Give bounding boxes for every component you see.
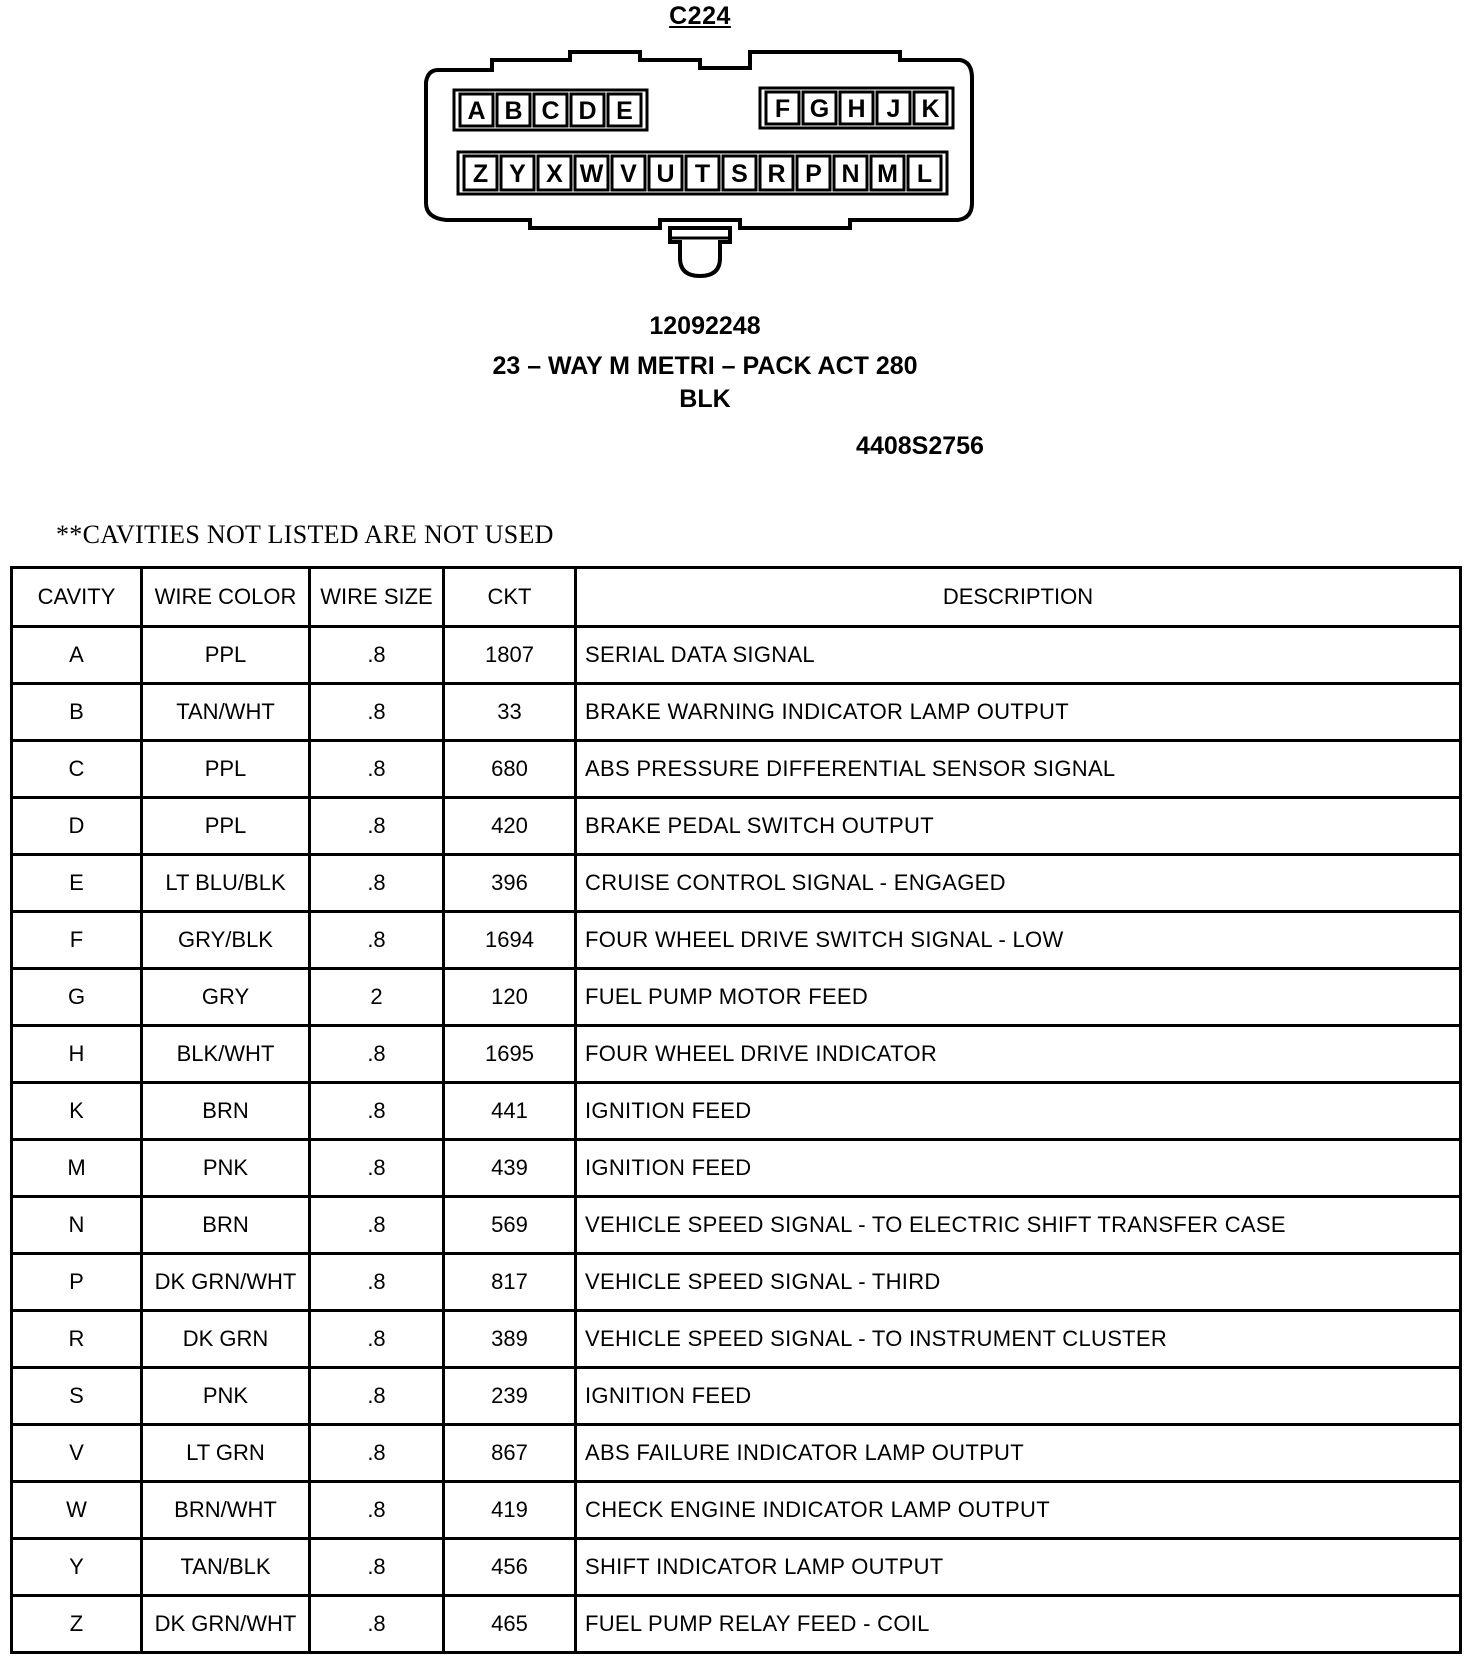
table-row [12,798,1461,855]
cell-wire-size: .8 [310,1140,444,1197]
figure-id: 4408S2756 [856,432,984,460]
cell-description: IGNITION FEED [576,1368,1461,1425]
cell-wire-size: .8 [310,1197,444,1254]
cell-wire-color: PPL [142,627,310,684]
header-cavity: CAVITY [12,568,142,627]
pin-label: H [847,95,866,123]
cell-description: IGNITION FEED [576,1140,1461,1197]
cell-wire-size: .8 [310,1482,444,1539]
cell-wire-color: BLK/WHT [142,1026,310,1083]
pin-label: X [546,160,563,188]
pin-label: B [504,97,523,125]
pin-label: D [578,97,597,125]
pin-label: F [774,95,791,123]
cell-wire-size: .8 [310,741,444,798]
cell-wire-color: TAN/WHT [142,684,310,741]
cell-wire-color: LT GRN [142,1425,310,1482]
table-row [12,1026,1461,1083]
cell-cavity: F [12,912,142,969]
table-row [12,1539,1461,1596]
table-row [12,684,1461,741]
part-number: 12092248 [649,312,761,340]
cell-cavity: G [12,969,142,1026]
header-ckt: CKT [444,568,576,627]
cell-description: BRAKE WARNING INDICATOR LAMP OUTPUT [576,684,1461,741]
cell-ckt: 420 [444,798,576,855]
cell-description: SERIAL DATA SIGNAL [576,627,1461,684]
pin-label: A [467,97,486,125]
cell-cavity: B [12,684,142,741]
cell-description: SHIFT INDICATOR LAMP OUTPUT [576,1539,1461,1596]
cell-cavity: E [12,855,142,912]
cell-wire-size: .8 [310,1254,444,1311]
cell-ckt: 120 [444,969,576,1026]
header-wire-color: WIRE COLOR [142,568,310,627]
table-row [12,1425,1461,1482]
table-row [12,741,1461,798]
cell-wire-size: .8 [310,1083,444,1140]
pin-label: P [805,160,822,188]
cell-description: ABS PRESSURE DIFFERENTIAL SENSOR SIGNAL [576,741,1461,798]
unused-cavities-note: **CAVITIES NOT LISTED ARE NOT USED [56,520,554,549]
cell-wire-size: .8 [310,684,444,741]
cell-ckt: 1695 [444,1026,576,1083]
cell-wire-color: PPL [142,798,310,855]
cell-ckt: 419 [444,1482,576,1539]
cell-ckt: 465 [444,1596,576,1653]
cell-wire-size: .8 [310,627,444,684]
table-row [12,855,1461,912]
table-row [12,969,1461,1026]
pin-label: Y [509,160,526,188]
cell-ckt: 867 [444,1425,576,1482]
cell-cavity: R [12,1311,142,1368]
cell-cavity: P [12,1254,142,1311]
table-header-row [12,568,1461,627]
cell-wire-color: GRY/BLK [142,912,310,969]
pin-label: R [767,160,786,188]
cell-wire-color: LT BLU/BLK [142,855,310,912]
cell-wire-color: PNK [142,1140,310,1197]
cell-cavity: V [12,1425,142,1482]
cell-cavity: Y [12,1539,142,1596]
cell-description: BRAKE PEDAL SWITCH OUTPUT [576,798,1461,855]
table-row [12,1482,1461,1539]
cavity-table [10,566,1462,1654]
cell-wire-color: DK GRN/WHT [142,1254,310,1311]
pin-label: K [921,95,940,123]
cell-cavity: W [12,1482,142,1539]
cell-description: FOUR WHEEL DRIVE INDICATOR [576,1026,1461,1083]
cell-wire-color: BRN [142,1083,310,1140]
table-row [12,627,1461,684]
cell-ckt: 456 [444,1539,576,1596]
cell-description: VEHICLE SPEED SIGNAL - TO ELECTRIC SHIFT TRANSFER CASE [576,1197,1461,1254]
cell-description: FUEL PUMP RELAY FEED - COIL [576,1596,1461,1653]
cell-description: IGNITION FEED [576,1083,1461,1140]
pin-label: J [886,95,901,123]
cell-ckt: 33 [444,684,576,741]
pin-label: G [809,95,830,123]
table-row [12,1254,1461,1311]
cell-cavity: C [12,741,142,798]
table-row [12,1368,1461,1425]
cell-wire-color: TAN/BLK [142,1539,310,1596]
pin-label: W [579,160,604,188]
cell-wire-color: PNK [142,1368,310,1425]
cell-ckt: 680 [444,741,576,798]
cell-wire-size: .8 [310,798,444,855]
pin-label: M [877,160,898,188]
cell-cavity: A [12,627,142,684]
cell-ckt: 569 [444,1197,576,1254]
cell-cavity: M [12,1140,142,1197]
connector-face-diagram [420,48,980,288]
cell-wire-size: 2 [310,969,444,1026]
cell-ckt: 1694 [444,912,576,969]
pin-label: T [694,160,711,188]
table-row [12,1197,1461,1254]
cell-description: VEHICLE SPEED SIGNAL - THIRD [576,1254,1461,1311]
cell-wire-size: .8 [310,1596,444,1653]
cell-ckt: 239 [444,1368,576,1425]
pin-label: S [731,160,748,188]
pin-label: E [616,97,633,125]
cell-cavity: H [12,1026,142,1083]
cell-ckt: 1807 [444,627,576,684]
connector-type: 23 – WAY M METRI – PACK ACT 280 [492,352,918,380]
cell-ckt: 439 [444,1140,576,1197]
table-row [12,1083,1461,1140]
pin-label: Z [472,160,489,188]
cell-ckt: 396 [444,855,576,912]
cell-wire-size: .8 [310,1425,444,1482]
cell-ckt: 817 [444,1254,576,1311]
cell-wire-size: .8 [310,1026,444,1083]
table-row [12,1140,1461,1197]
connector-id: C224 [669,2,731,30]
table-row [12,912,1461,969]
table-body [12,627,1461,1653]
cell-ckt: 389 [444,1311,576,1368]
cell-description: CHECK ENGINE INDICATOR LAMP OUTPUT [576,1482,1461,1539]
cell-cavity: D [12,798,142,855]
header-description: DESCRIPTION [576,568,1461,627]
table-row [12,1311,1461,1368]
connector-color: BLK [679,385,731,413]
cell-cavity: Z [12,1596,142,1653]
pin-label: N [841,160,860,188]
cell-description: CRUISE CONTROL SIGNAL - ENGAGED [576,855,1461,912]
pin-cavities [454,88,953,194]
cell-ckt: 441 [444,1083,576,1140]
cell-description: FOUR WHEEL DRIVE SWITCH SIGNAL - LOW [576,912,1461,969]
pin-label: V [620,160,637,188]
cell-wire-color: BRN/WHT [142,1482,310,1539]
cell-description: VEHICLE SPEED SIGNAL - TO INSTRUMENT CLUSTER [576,1311,1461,1368]
cell-cavity: K [12,1083,142,1140]
pin-label: U [656,160,675,188]
cell-wire-color: GRY [142,969,310,1026]
cell-wire-color: PPL [142,741,310,798]
cell-cavity: S [12,1368,142,1425]
cell-wire-size: .8 [310,912,444,969]
cell-wire-size: .8 [310,1368,444,1425]
cell-description: FUEL PUMP MOTOR FEED [576,969,1461,1026]
cell-description: ABS FAILURE INDICATOR LAMP OUTPUT [576,1425,1461,1482]
cell-wire-color: DK GRN [142,1311,310,1368]
connector-latch [670,228,730,276]
cell-cavity: N [12,1197,142,1254]
cell-wire-size: .8 [310,1311,444,1368]
cell-wire-size: .8 [310,1539,444,1596]
cell-wire-color: DK GRN/WHT [142,1596,310,1653]
cell-wire-size: .8 [310,855,444,912]
pin-label: C [541,97,560,125]
table-row [12,1596,1461,1653]
pin-label: L [916,160,933,188]
cell-wire-color: BRN [142,1197,310,1254]
header-wire-size: WIRE SIZE [310,568,444,627]
